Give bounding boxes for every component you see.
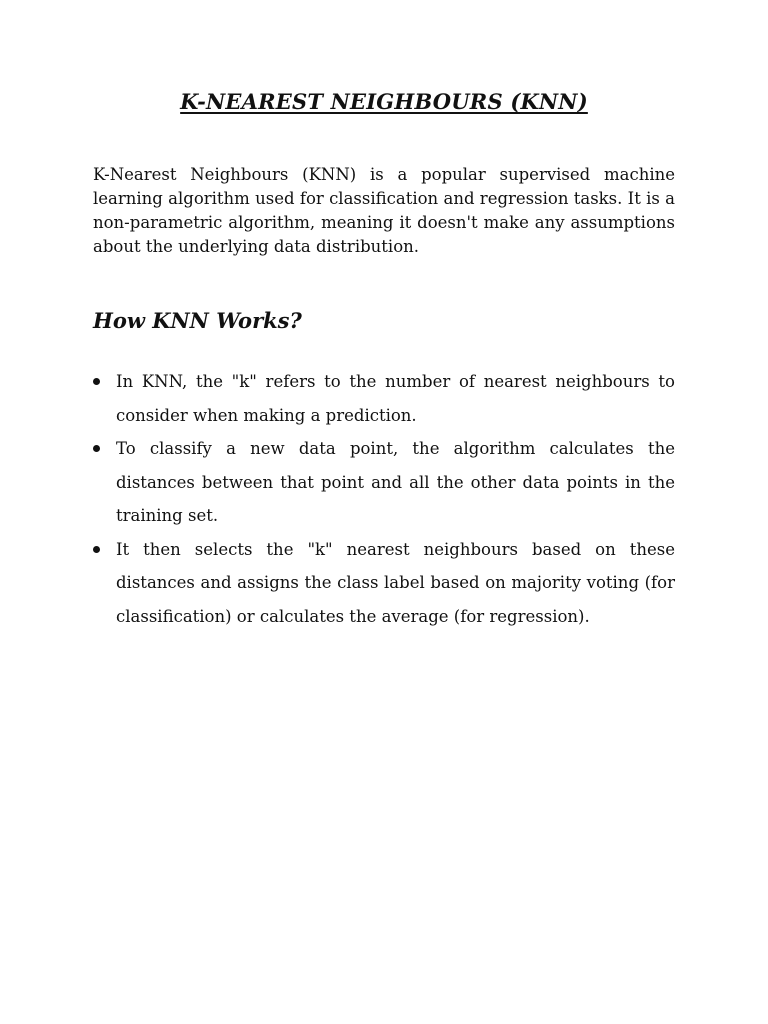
section-heading: How KNN Works? bbox=[93, 308, 302, 333]
bullet-dot-icon bbox=[93, 546, 100, 553]
bullet-dot-icon bbox=[93, 378, 100, 385]
bullet-item bbox=[93, 432, 675, 533]
bullet-list bbox=[93, 365, 675, 633]
bullet-dot-icon bbox=[93, 445, 100, 452]
bullet-item bbox=[93, 365, 675, 432]
document-title: K-NEAREST NEIGHBOURS (KNN) bbox=[180, 89, 588, 114]
bullet-text: In KNN, the "k" refers to the number of nearest neighbours to consider when making a prediction. bbox=[116, 372, 675, 425]
bullet-text: It then selects the "k" nearest neighbours based on these distances and assigns the class label based on majority voting (for classification) or calculates the average (for regression). bbox=[116, 539, 675, 626]
bullet-text: To classify a new data point, the algorithm calculates the distances between that point and all the other data points in the training set. bbox=[116, 439, 675, 525]
intro-paragraph: K-Nearest Neighbours (KNN) is a popular supervised machine learning algorithm used for classification and regression tasks. It is a non-parametric algorithm, meaning it doesn't make any assumptions about the underlying data distribution. bbox=[93, 165, 675, 256]
bullet-item bbox=[93, 533, 675, 634]
